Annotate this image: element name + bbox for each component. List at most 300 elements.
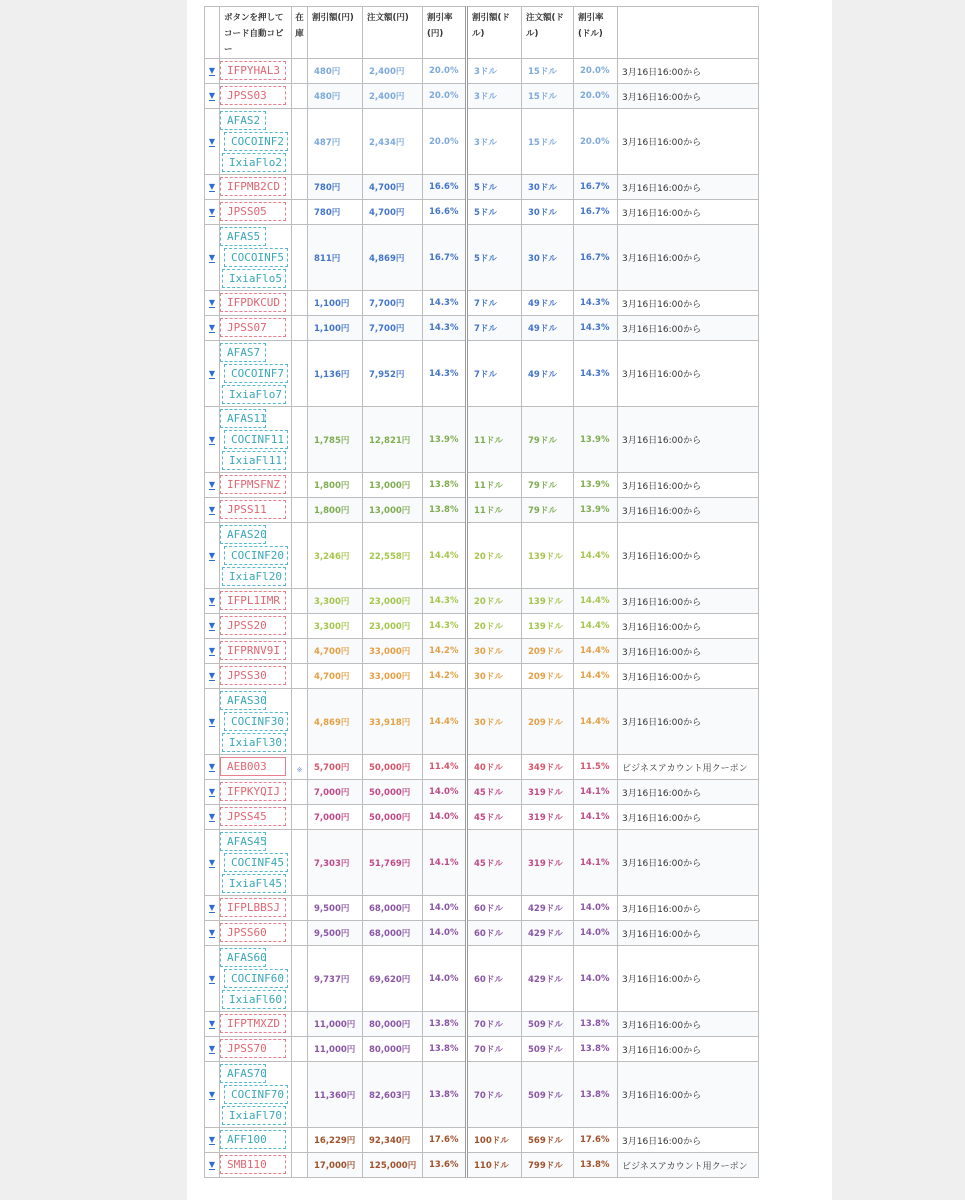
order-jpy-cell: 80,000円 <box>363 1012 423 1037</box>
discount-usd-cell: 11ドル <box>467 473 522 498</box>
order-usd-cell: 139ドル <box>522 523 574 589</box>
discount-jpy-cell: 480円 <box>308 84 363 109</box>
table-row <box>205 896 759 921</box>
note-cell: 3月16日16:00から <box>618 175 759 200</box>
coupon-code-copy-button[interactable]: AFAS20 <box>220 525 266 544</box>
rate-jpy-cell: 14.0% <box>423 780 467 805</box>
table-row <box>205 1037 759 1062</box>
order-usd-cell: 79ドル <box>522 498 574 523</box>
order-jpy-cell: 4,700円 <box>363 175 423 200</box>
discount-jpy-cell: 487円 <box>308 109 363 175</box>
order-usd-cell: 209ドル <box>522 639 574 664</box>
coupon-code-copy-button[interactable]: AEB003 <box>220 757 286 776</box>
triangle-down-icon[interactable]: ▼ <box>208 323 216 332</box>
order-jpy-cell: 51,769円 <box>363 830 423 896</box>
coupon-code-copy-button[interactable]: COCINF11 <box>224 430 288 449</box>
table-body <box>205 59 759 1178</box>
triangle-down-icon[interactable]: ▼ <box>208 298 216 307</box>
note-cell: 3月16日16:00から <box>618 316 759 341</box>
coupon-code-copy-button[interactable]: AFAS5 <box>220 227 266 246</box>
coupon-codes-cell <box>220 175 292 200</box>
stock-cell <box>292 780 308 805</box>
expand-arrow-cell[interactable] <box>205 614 220 639</box>
expand-arrow-cell[interactable] <box>205 523 220 589</box>
discount-jpy-cell: 9,500円 <box>308 921 363 946</box>
rate-jpy-cell: 13.6% <box>423 1153 467 1178</box>
rate-jpy-cell: 13.8% <box>423 1037 467 1062</box>
discount-jpy-cell: 4,700円 <box>308 639 363 664</box>
coupon-code-copy-button[interactable]: IFPMB2CD <box>220 177 286 196</box>
rate-usd-cell: 14.4% <box>574 614 618 639</box>
triangle-down-icon[interactable]: ▼ <box>208 716 216 726</box>
triangle-down-icon[interactable]: ▼ <box>208 91 216 100</box>
rate-usd-cell: 20.0% <box>574 109 618 175</box>
triangle-down-icon[interactable]: ▼ <box>208 762 216 771</box>
note-cell: 3月16日16:00から <box>618 59 759 84</box>
rate-usd-cell: 13.9% <box>574 498 618 523</box>
table-row <box>205 200 759 225</box>
expand-arrow-cell[interactable] <box>205 59 220 84</box>
order-usd-cell: 139ドル <box>522 589 574 614</box>
header-note <box>618 7 759 59</box>
discount-usd-cell: 7ドル <box>467 291 522 316</box>
order-usd-cell: 429ドル <box>522 946 574 1012</box>
coupon-codes-cell <box>220 84 292 109</box>
discount-usd-cell: 100ドル <box>467 1128 522 1153</box>
coupon-code-copy-button[interactable]: AFAS45 <box>220 832 266 851</box>
triangle-down-icon[interactable]: ▼ <box>208 1135 216 1144</box>
coupon-codes-cell <box>220 589 292 614</box>
coupon-code-copy-button[interactable]: IFPL1IMR <box>220 591 286 610</box>
coupon-codes-cell <box>220 614 292 639</box>
order-usd-cell: 319ドル <box>522 780 574 805</box>
coupon-code-copy-button[interactable]: AFF100 <box>220 1130 286 1149</box>
triangle-down-icon[interactable]: ▼ <box>208 368 216 378</box>
coupon-code-copy-button[interactable]: SMB110 <box>220 1155 286 1174</box>
triangle-down-icon[interactable]: ▼ <box>208 787 216 796</box>
expand-arrow-cell[interactable] <box>205 589 220 614</box>
header-order-usd: 注文額(ドル) <box>522 7 574 59</box>
coupon-code-copy-button[interactable]: JPSS03 <box>220 86 286 105</box>
order-usd-cell: 15ドル <box>522 109 574 175</box>
coupon-codes-cell <box>220 291 292 316</box>
discount-jpy-cell: 4,700円 <box>308 664 363 689</box>
stock-cell <box>292 1153 308 1178</box>
rate-usd-cell: 14.3% <box>574 316 618 341</box>
stock-cell <box>292 639 308 664</box>
coupon-code-copy-button[interactable]: IFPMSFNZ <box>220 475 286 494</box>
coupon-code-copy-button[interactable]: JPSS07 <box>220 318 286 337</box>
coupon-code-copy-button[interactable]: COCOINF2 <box>224 132 288 151</box>
discount-usd-cell: 3ドル <box>467 109 522 175</box>
note-cell: 3月16日16:00から <box>618 1062 759 1128</box>
coupon-code-copy-button[interactable]: IxiaFl60 <box>222 990 286 1009</box>
coupon-code-copy-button[interactable]: COCINF60 <box>224 969 288 988</box>
coupon-codes-cell <box>220 523 292 589</box>
triangle-down-icon[interactable]: ▼ <box>208 671 216 680</box>
triangle-down-icon[interactable]: ▼ <box>208 596 216 605</box>
coupon-codes-cell <box>220 225 292 291</box>
rate-usd-cell: 13.8% <box>574 1012 618 1037</box>
order-usd-cell: 509ドル <box>522 1012 574 1037</box>
coupon-codes-cell <box>220 946 292 1012</box>
header-order-jpy: 注文額(円) <box>363 7 423 59</box>
coupon-code-copy-button[interactable]: AFAS70 <box>220 1064 266 1083</box>
coupon-code-copy-button[interactable]: IFPYHAL3 <box>220 61 286 80</box>
coupon-codes-cell <box>220 1153 292 1178</box>
discount-jpy-cell: 480円 <box>308 59 363 84</box>
discount-usd-cell: 60ドル <box>467 946 522 1012</box>
coupon-code-copy-button[interactable]: JPSS30 <box>220 666 286 685</box>
triangle-down-icon[interactable]: ▼ <box>208 857 216 867</box>
discount-jpy-cell: 3,246円 <box>308 523 363 589</box>
stock-cell <box>292 921 308 946</box>
discount-usd-cell: 110ドル <box>467 1153 522 1178</box>
coupon-codes-cell <box>220 316 292 341</box>
table-row <box>205 921 759 946</box>
triangle-down-icon[interactable]: ▼ <box>208 1160 216 1169</box>
discount-usd-cell: 20ドル <box>467 589 522 614</box>
discount-jpy-cell: 1,100円 <box>308 291 363 316</box>
order-jpy-cell: 68,000円 <box>363 896 423 921</box>
note-cell: 3月16日16:00から <box>618 225 759 291</box>
coupon-code-copy-button[interactable]: IxiaFlo5 <box>222 269 286 288</box>
order-usd-cell: 30ドル <box>522 200 574 225</box>
note-cell: 3月16日16:00から <box>618 946 759 1012</box>
discount-usd-cell: 40ドル <box>467 755 522 780</box>
coupon-codes-cell <box>220 498 292 523</box>
rate-jpy-cell: 13.8% <box>423 1062 467 1128</box>
triangle-down-icon[interactable]: ▼ <box>208 434 216 444</box>
triangle-down-icon[interactable]: ▼ <box>208 973 216 983</box>
coupon-codes-cell <box>220 341 292 407</box>
rate-jpy-cell: 13.8% <box>423 1012 467 1037</box>
order-usd-cell: 79ドル <box>522 473 574 498</box>
rate-jpy-cell: 14.2% <box>423 639 467 664</box>
rate-jpy-cell: 20.0% <box>423 109 467 175</box>
rate-usd-cell: 14.1% <box>574 780 618 805</box>
coupon-code-copy-button[interactable]: IxiaFlo7 <box>222 385 286 404</box>
discount-jpy-cell: 3,300円 <box>308 614 363 639</box>
order-jpy-cell: 12,821円 <box>363 407 423 473</box>
stock-cell: ※ <box>292 755 308 780</box>
expand-arrow-cell[interactable] <box>205 109 220 175</box>
stock-cell <box>292 59 308 84</box>
order-usd-cell: 429ドル <box>522 921 574 946</box>
triangle-down-icon[interactable]: ▼ <box>208 621 216 630</box>
triangle-down-icon[interactable]: ▼ <box>208 66 216 75</box>
expand-arrow-cell[interactable] <box>205 1012 220 1037</box>
triangle-down-icon[interactable]: ▼ <box>208 550 216 560</box>
order-usd-cell: 429ドル <box>522 896 574 921</box>
coupon-code-copy-button[interactable]: JPSS11 <box>220 500 286 519</box>
coupon-code-copy-button[interactable]: IFPKYQIJ <box>220 782 286 801</box>
discount-usd-cell: 70ドル <box>467 1037 522 1062</box>
rate-usd-cell: 14.1% <box>574 805 618 830</box>
rate-usd-cell: 14.4% <box>574 639 618 664</box>
coupon-code-copy-button[interactable]: JPSS45 <box>220 807 286 826</box>
rate-usd-cell: 13.9% <box>574 473 618 498</box>
stock-cell <box>292 316 308 341</box>
stock-cell <box>292 1128 308 1153</box>
coupon-code-copy-button[interactable]: AFAS2 <box>220 111 266 130</box>
coupon-code-copy-button[interactable]: IFPDKCUD <box>220 293 286 312</box>
discount-jpy-cell: 11,360円 <box>308 1062 363 1128</box>
stock-cell <box>292 830 308 896</box>
expand-arrow-cell[interactable] <box>205 1062 220 1128</box>
coupon-codes-cell <box>220 639 292 664</box>
expand-arrow-cell[interactable] <box>205 1128 220 1153</box>
coupon-code-copy-button[interactable]: COCINF70 <box>224 1085 288 1104</box>
discount-jpy-cell: 16,229円 <box>308 1128 363 1153</box>
rate-jpy-cell: 16.6% <box>423 175 467 200</box>
triangle-down-icon[interactable]: ▼ <box>208 480 216 489</box>
coupon-code-copy-button[interactable]: IFPTMXZD <box>220 1014 286 1033</box>
order-usd-cell: 569ドル <box>522 1128 574 1153</box>
rate-usd-cell: 16.7% <box>574 225 618 291</box>
discount-jpy-cell: 1,136円 <box>308 341 363 407</box>
note-cell: ビジネスアカウント用クーポン <box>618 1153 759 1178</box>
coupon-codes-cell <box>220 1037 292 1062</box>
note-cell: 3月16日16:00から <box>618 1037 759 1062</box>
coupon-code-copy-button[interactable]: COCINF30 <box>224 712 288 731</box>
discount-usd-cell: 3ドル <box>467 59 522 84</box>
expand-arrow-cell[interactable] <box>205 316 220 341</box>
order-usd-cell: 209ドル <box>522 689 574 755</box>
rate-jpy-cell: 14.4% <box>423 689 467 755</box>
discount-jpy-cell: 1,800円 <box>308 498 363 523</box>
expand-arrow-cell[interactable] <box>205 175 220 200</box>
expand-arrow-cell[interactable] <box>205 291 220 316</box>
coupon-code-copy-button[interactable]: COCOINF5 <box>224 248 288 267</box>
discount-jpy-cell: 1,785円 <box>308 407 363 473</box>
order-usd-cell: 30ドル <box>522 225 574 291</box>
order-jpy-cell: 69,620円 <box>363 946 423 1012</box>
order-jpy-cell: 92,340円 <box>363 1128 423 1153</box>
discount-usd-cell: 7ドル <box>467 341 522 407</box>
order-jpy-cell: 4,869円 <box>363 225 423 291</box>
expand-arrow-cell[interactable] <box>205 689 220 755</box>
expand-arrow-cell[interactable] <box>205 498 220 523</box>
order-usd-cell: 49ドル <box>522 341 574 407</box>
coupon-code-copy-button[interactable]: IxiaFl70 <box>222 1106 286 1125</box>
coupon-code-copy-button[interactable]: COCOINF7 <box>224 364 288 383</box>
triangle-down-icon[interactable]: ▼ <box>208 903 216 912</box>
order-jpy-cell: 33,000円 <box>363 664 423 689</box>
order-usd-cell: 799ドル <box>522 1153 574 1178</box>
table-row <box>205 1128 759 1153</box>
discount-usd-cell: 60ドル <box>467 896 522 921</box>
triangle-down-icon[interactable]: ▼ <box>208 505 216 514</box>
expand-arrow-cell[interactable] <box>205 225 220 291</box>
expand-arrow-cell[interactable] <box>205 946 220 1012</box>
note-cell: 3月16日16:00から <box>618 805 759 830</box>
table-row <box>205 523 759 589</box>
triangle-down-icon[interactable]: ▼ <box>208 1089 216 1099</box>
expand-arrow-cell[interactable] <box>205 639 220 664</box>
order-usd-cell: 15ドル <box>522 84 574 109</box>
order-jpy-cell: 2,434円 <box>363 109 423 175</box>
expand-arrow-cell[interactable] <box>205 755 220 780</box>
coupon-code-copy-button[interactable]: AFAS60 <box>220 948 266 967</box>
header-arrow <box>205 7 220 59</box>
discount-jpy-cell: 3,300円 <box>308 589 363 614</box>
expand-arrow-cell[interactable] <box>205 921 220 946</box>
order-jpy-cell: 2,400円 <box>363 84 423 109</box>
expand-arrow-cell[interactable] <box>205 896 220 921</box>
rate-usd-cell: 14.3% <box>574 291 618 316</box>
coupon-codes-cell <box>220 473 292 498</box>
discount-usd-cell: 7ドル <box>467 316 522 341</box>
coupon-codes-cell <box>220 664 292 689</box>
rate-jpy-cell: 14.0% <box>423 921 467 946</box>
coupon-code-copy-button[interactable]: AFAS30 <box>220 691 266 710</box>
table-row <box>205 614 759 639</box>
rate-jpy-cell: 14.2% <box>423 664 467 689</box>
coupon-codes-cell <box>220 59 292 84</box>
coupon-code-copy-button[interactable]: IFPRNV9I <box>220 641 286 660</box>
expand-arrow-cell[interactable] <box>205 780 220 805</box>
discount-jpy-cell: 5,700円 <box>308 755 363 780</box>
triangle-down-icon[interactable]: ▼ <box>208 928 216 937</box>
rate-usd-cell: 13.8% <box>574 1062 618 1128</box>
note-cell: 3月16日16:00から <box>618 689 759 755</box>
expand-arrow-cell[interactable] <box>205 805 220 830</box>
expand-arrow-cell[interactable] <box>205 200 220 225</box>
rate-jpy-cell: 20.0% <box>423 84 467 109</box>
rate-jpy-cell: 14.0% <box>423 805 467 830</box>
coupon-code-copy-button[interactable]: IxiaFl30 <box>222 733 286 752</box>
rate-usd-cell: 13.9% <box>574 407 618 473</box>
triangle-down-icon[interactable]: ▼ <box>208 646 216 655</box>
header-code: ボタンを押してコード自動コピー <box>220 7 292 59</box>
triangle-down-icon[interactable]: ▼ <box>208 812 216 821</box>
table-row <box>205 291 759 316</box>
table-row <box>205 639 759 664</box>
note-cell: 3月16日16:00から <box>618 664 759 689</box>
expand-arrow-cell[interactable] <box>205 407 220 473</box>
rate-jpy-cell: 16.7% <box>423 225 467 291</box>
note-cell: 3月16日16:00から <box>618 896 759 921</box>
note-cell: 3月16日16:00から <box>618 614 759 639</box>
coupon-code-copy-button[interactable]: IxiaFl11 <box>222 451 286 470</box>
discount-usd-cell: 3ドル <box>467 84 522 109</box>
expand-arrow-cell[interactable] <box>205 341 220 407</box>
stock-cell <box>292 946 308 1012</box>
triangle-down-icon[interactable]: ▼ <box>208 252 216 262</box>
coupon-codes-cell <box>220 755 292 780</box>
rate-usd-cell: 14.4% <box>574 689 618 755</box>
discount-jpy-cell: 1,100円 <box>308 316 363 341</box>
rate-jpy-cell: 14.1% <box>423 830 467 896</box>
order-usd-cell: 49ドル <box>522 291 574 316</box>
order-jpy-cell: 7,952円 <box>363 341 423 407</box>
header-stock: 在庫 <box>292 7 308 59</box>
discount-jpy-cell: 811円 <box>308 225 363 291</box>
rate-usd-cell: 14.4% <box>574 664 618 689</box>
table-row <box>205 225 759 291</box>
note-cell: 3月16日16:00から <box>618 200 759 225</box>
stock-cell <box>292 523 308 589</box>
coupon-codes-cell <box>220 921 292 946</box>
expand-arrow-cell[interactable] <box>205 830 220 896</box>
table-header <box>205 7 759 59</box>
triangle-down-icon[interactable]: ▼ <box>208 1019 216 1028</box>
discount-jpy-cell: 7,000円 <box>308 805 363 830</box>
coupon-code-copy-button[interactable]: IFPLBBSJ <box>220 898 286 917</box>
triangle-down-icon[interactable]: ▼ <box>208 182 216 191</box>
expand-arrow-cell[interactable] <box>205 664 220 689</box>
stock-cell <box>292 689 308 755</box>
coupon-codes-cell <box>220 805 292 830</box>
coupon-code-copy-button[interactable]: IxiaFlo2 <box>222 153 286 172</box>
coupon-code-copy-button[interactable]: COCINF45 <box>224 853 288 872</box>
expand-arrow-cell[interactable] <box>205 1153 220 1178</box>
expand-arrow-cell[interactable] <box>205 84 220 109</box>
discount-jpy-cell: 780円 <box>308 200 363 225</box>
rate-usd-cell: 13.8% <box>574 1153 618 1178</box>
order-jpy-cell: 23,000円 <box>363 589 423 614</box>
table-row <box>205 473 759 498</box>
order-usd-cell: 139ドル <box>522 614 574 639</box>
order-jpy-cell: 50,000円 <box>363 805 423 830</box>
coupon-code-copy-button[interactable]: AFAS7 <box>220 343 266 362</box>
table-row <box>205 780 759 805</box>
stock-cell <box>292 225 308 291</box>
triangle-down-icon[interactable]: ▼ <box>208 207 216 216</box>
stock-cell <box>292 200 308 225</box>
coupon-codes-cell <box>220 200 292 225</box>
coupon-code-copy-button[interactable]: JPSS60 <box>220 923 286 942</box>
coupon-code-copy-button[interactable]: IxiaFl45 <box>222 874 286 893</box>
table-row <box>205 1153 759 1178</box>
order-jpy-cell: 22,558円 <box>363 523 423 589</box>
discount-usd-cell: 45ドル <box>467 830 522 896</box>
rate-usd-cell: 16.7% <box>574 175 618 200</box>
expand-arrow-cell[interactable] <box>205 473 220 498</box>
rate-jpy-cell: 14.4% <box>423 523 467 589</box>
discount-jpy-cell: 7,000円 <box>308 780 363 805</box>
stock-cell <box>292 498 308 523</box>
table-row <box>205 341 759 407</box>
expand-arrow-cell[interactable] <box>205 1037 220 1062</box>
rate-jpy-cell: 17.6% <box>423 1128 467 1153</box>
table-row <box>205 946 759 1012</box>
stock-cell <box>292 1012 308 1037</box>
rate-jpy-cell: 14.0% <box>423 896 467 921</box>
coupon-code-copy-button[interactable]: JPSS05 <box>220 202 286 221</box>
triangle-down-icon[interactable]: ▼ <box>208 136 216 146</box>
order-usd-cell: 509ドル <box>522 1037 574 1062</box>
coupon-code-copy-button[interactable]: JPSS70 <box>220 1039 286 1058</box>
coupon-code-copy-button[interactable]: IxiaFl20 <box>222 567 286 586</box>
coupon-code-copy-button[interactable]: AFAS11 <box>220 409 266 428</box>
order-usd-cell: 30ドル <box>522 175 574 200</box>
order-jpy-cell: 33,000円 <box>363 639 423 664</box>
triangle-down-icon[interactable]: ▼ <box>208 1044 216 1053</box>
discount-jpy-cell: 9,737円 <box>308 946 363 1012</box>
rate-jpy-cell: 13.8% <box>423 473 467 498</box>
discount-usd-cell: 30ドル <box>467 639 522 664</box>
coupon-code-copy-button[interactable]: JPSS20 <box>220 616 286 635</box>
stock-cell <box>292 407 308 473</box>
rate-jpy-cell: 11.4% <box>423 755 467 780</box>
rate-usd-cell: 14.0% <box>574 946 618 1012</box>
coupon-code-copy-button[interactable]: COCINF20 <box>224 546 288 565</box>
note-cell: 3月16日16:00から <box>618 84 759 109</box>
order-jpy-cell: 82,603円 <box>363 1062 423 1128</box>
rate-jpy-cell: 14.3% <box>423 316 467 341</box>
